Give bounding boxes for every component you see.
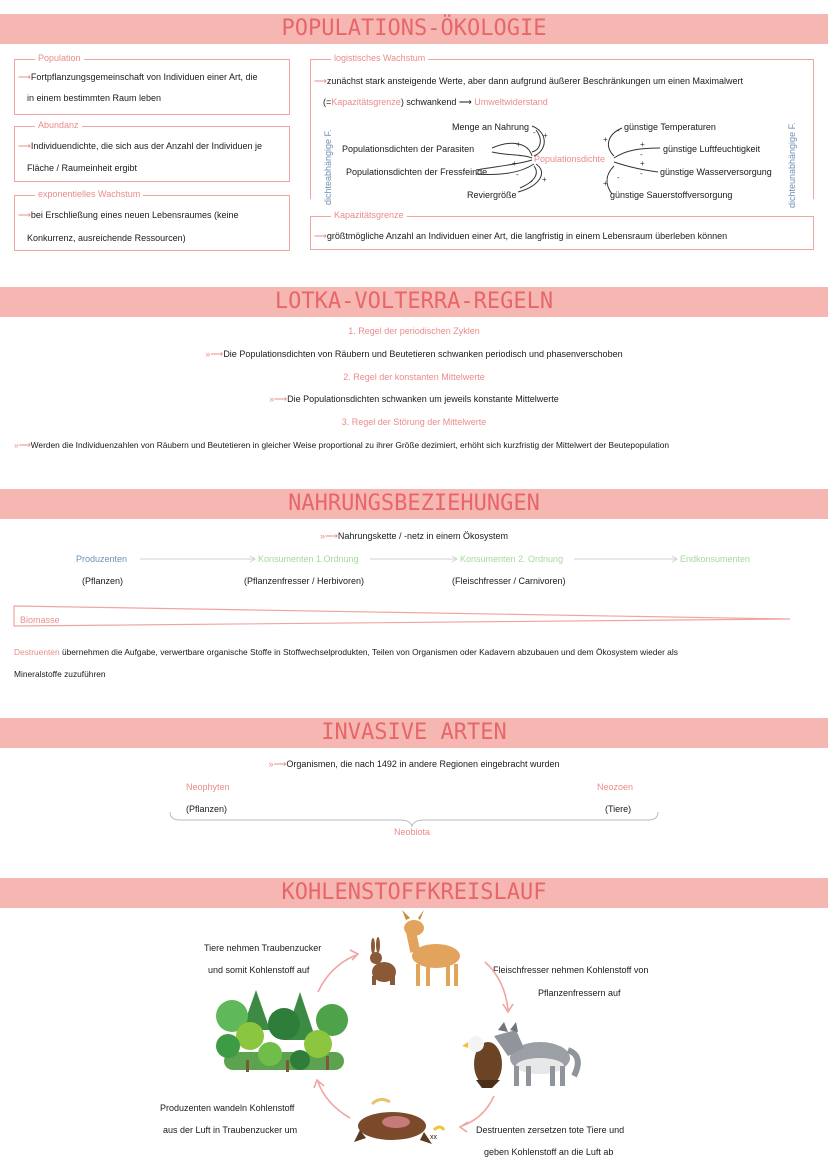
arrow-icon: ⟶ [18,210,31,220]
svg-text:+: + [543,131,548,140]
svg-text:+: + [542,175,547,184]
section-title: INVASIVE ARTEN [321,720,507,745]
exponentiell-line-2: Konkurrenz, ausreichende Ressourcen) [27,233,186,243]
section-title: LOTKA-VOLTERRA-REGELN [274,289,554,314]
svg-text:+: + [603,179,608,188]
kreislauf-prod-2: aus der Luft in Traubenzucker um [163,1125,298,1135]
cycle-arrow-4 [318,1082,350,1118]
lotka-rule-3-title: 3. Regel der Störung der Mittelwerte [341,417,487,427]
cycle-arrow-1 [318,955,356,992]
lotka-rule-1-text: »⟶Die Populationsdichten von Räubern und Beutetieren schwanken periodisch und phasenverschoben [205,349,623,359]
kreislauf-fleisch-1: Fleischfresser nehmen Kohlenstoff von [493,965,649,975]
endkonsumenten-label: Endkonsumenten [680,554,751,564]
arrow-icon: ⟶ [314,76,327,86]
cycle-arrow-2 [485,962,508,1010]
exponentiell-title: exponentielles Wachstum [35,189,143,199]
section-title: KOHLENSTOFFKREISLAUF [281,880,547,905]
svg-text:+: + [603,135,608,144]
kreislauf-tiere-1: Tiere nehmen Traubenzucker [204,943,322,953]
dichteunabhaengig-label: dichteunabhängige F. [787,122,797,208]
diagram-left-item: Populationsdichten der Parasiten [342,144,475,154]
kreislauf-fleisch-2: Pflanzenfressern auf [538,988,621,998]
nahrung-intro: »⟶Nahrungskette / -netz in einem Ökosystem [320,531,508,541]
diagram-left-item: Menge an Nahrung [452,122,530,132]
population-title: Population [35,53,84,63]
population-line-2: in einem bestimmten Raum leben [27,93,162,103]
abundanz-line-1: ⟶Individuendichte, die sich aus der Anzahl der Individuen je [18,141,263,151]
wolf-icon [494,1022,578,1086]
dead-mark: xx [430,1134,437,1141]
eagle-icon [462,1036,502,1088]
section-title: NAHRUNGSBEZIEHUNGEN [288,491,540,516]
lotka-rule-1-title: 1. Regel der periodischen Zyklen [348,326,480,336]
arrow-icon: ⟶ [18,72,31,82]
svg-text:-: - [533,128,536,137]
arrow-icon: »⟶ [205,349,224,359]
svg-text:-: - [530,177,533,186]
svg-text:+: + [640,140,645,149]
diagram-right-item: günstige Wasserversorgung [660,167,772,177]
svg-text:-: - [617,126,620,135]
konsumenten1-sub: (Pflanzenfresser / Herbivoren) [244,576,365,586]
logistisch-line-1: ⟶zunächst stark ansteigende Werte, aber dann aufgrund äußerer Beschränkungen um einen Maximalwert [314,76,743,86]
svg-text:+: + [516,140,521,149]
konsumenten1-label: Konsumenten 1.Ordnung [258,554,359,564]
konsumenten2-sub: (Fleischfresser / Carnivoren) [452,576,566,586]
arrow-icon: »⟶ [320,531,338,541]
invasiv-intro: »⟶Organismen, die nach 1492 in andere Regionen eingebracht wurden [268,759,560,769]
kreislauf-destr-2: geben Kohlenstoff an die Luft ab [484,1147,614,1157]
logistisch-title: logistisches Wachstum [331,53,428,63]
biomasse-label: Biomasse [20,615,60,625]
neobiota-label: Neobiota [394,827,431,837]
produzenten-sub: (Pflanzen) [82,576,124,586]
dichteabhaengig-label: dichteabhängige F. [323,129,333,205]
lotka-rule-2-text: »⟶Die Populationsdichten schwanken um jeweils konstante Mittelwerte [269,394,559,404]
diagram-right-item: günstige Temperaturen [624,122,716,132]
destruenten-line-1: Destruenten übernehmen die Aufgabe, verwertbare organische Stoffe in Stoffwechselprodukten, Teilen von Organismen oder Kadavern abzubauen und dem Ökosystem wieder als [14,647,678,657]
neophyten-label: Neophyten [186,782,230,792]
cycle-arrow-3 [462,1096,494,1126]
diagram-right-item: günstige Luftfeuchtigkeit [663,144,761,154]
neozoen-sub: (Tiere) [605,804,632,814]
arrow-icon: ⟶ [314,231,327,241]
neozoen-label: Neozoen [597,782,634,792]
svg-text:-: - [640,150,643,159]
dead-animal-icon [354,1099,432,1144]
kreislauf-prod-1: Produzenten wandeln Kohlenstoff [160,1103,295,1113]
destruenten-line-2: Mineralstoffe zuzuführen [14,669,106,679]
arrow-icon: ⟶ [458,97,472,107]
kreislauf-tiere-2: und somit Kohlenstoff auf [208,965,310,975]
abundanz-title: Abundanz [35,120,82,130]
konsumenten2-label: Konsumenten 2. Ordnung [460,554,564,564]
diagram-right-item: günstige Sauerstoffversorgung [610,190,733,200]
kreislauf-destr-1: Destruenten zersetzen tote Tiere und [476,1125,625,1135]
kapazitaet-title: Kapazitätsgrenze [331,210,407,220]
deer-icon [402,910,460,986]
svg-text:-: - [516,170,519,179]
population-line-1: ⟶Fortpflanzungsgemeinschaft von Individuen einer Art, die [18,72,258,82]
arrow-icon: »⟶ [269,394,288,404]
diagram-center: Populationsdichte [534,154,606,164]
kapazitaet-line-1: ⟶größtmögliche Anzahl an Individuen einer Art, die langfristig in einem Lebensraum überleben können [314,231,728,241]
worm-icon [434,1127,444,1130]
rabbit-icon [370,937,396,985]
lotka-rule-3-text: »⟶Werden die Individuenzahlen von Räubern und Beutetieren in gleicher Weise proportional zu ihrer Größe dezimiert, erhöht sich kurzfristig der Mittelwert der Beutepopulation [14,440,670,450]
svg-text:+: + [512,159,517,168]
svg-text:+: + [640,159,645,168]
svg-text:-: - [519,151,522,160]
arrow-icon: »⟶ [268,759,287,769]
svg-text:-: - [617,173,620,182]
abundanz-line-2: Fläche / Raumeinheit ergibt [27,163,138,173]
diagram-left-item: Reviergröße [467,190,517,200]
section-title: POPULATIONS-ÖKOLOGIE [281,16,547,41]
neophyten-sub: (Pflanzen) [186,804,228,814]
arrow-icon: ⟶ [18,141,31,151]
logistisch-line-2: (=Kapazitätsgrenze) schwankend ⟶ Umweltwiderstand [323,97,548,107]
exponentiell-line-1: ⟶bei Erschließung eines neuen Lebensraumes (keine [18,210,239,220]
arrow-icon: »⟶ [14,440,31,450]
lotka-rule-2-title: 2. Regel der konstanten Mittelwerte [343,372,485,382]
produzenten-label: Produzenten [76,554,128,564]
forest-icon [216,990,348,1072]
diagram-left-item: Populationsdichten der Fressfeinde [346,167,488,177]
svg-text:-: - [640,169,643,178]
